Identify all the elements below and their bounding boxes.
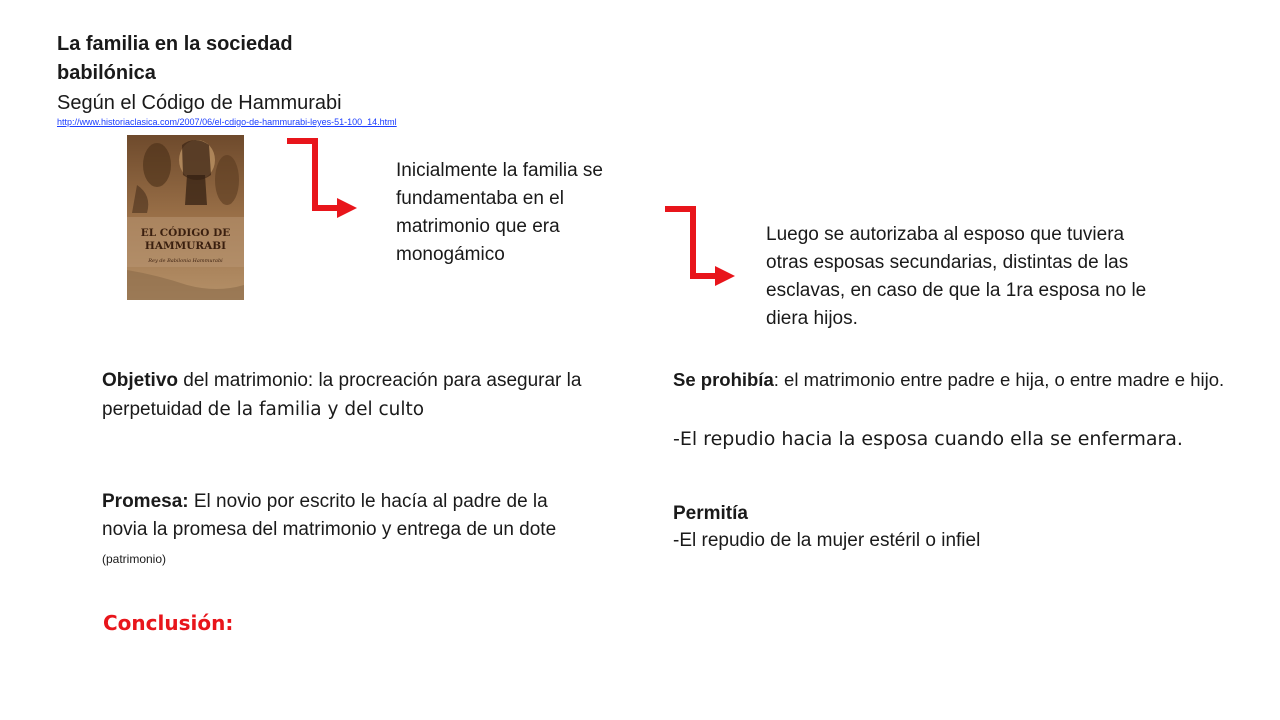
permitia-text: -El repudio de la mujer estéril o infiel — [673, 530, 981, 551]
book-title-line2: HAMMURABI — [144, 240, 227, 252]
objetivo-paragraph — [102, 366, 632, 424]
page-title: La familia en la sociedad babilónica — [57, 33, 293, 84]
book-subtitle: Rey de Babilonia Hammurabi — [148, 258, 223, 264]
book-cover-image — [127, 135, 244, 300]
promesa-text: El novio por escrito le hacía al padre de la novia la promesa del matrimonio y entrega de un dote — [102, 491, 557, 540]
promesa-note: (patrimonio) — [102, 552, 167, 566]
page-subtitle: Según el Código de Hammurabi — [57, 92, 342, 114]
conclusion-heading: Conclusión: — [103, 611, 234, 635]
source-link[interactable]: http://www.historiaclasica.com/2007/06/el-cdigo-de-hammurabi-leyes-51-100_14.html — [57, 117, 397, 127]
arrow-right-down-icon — [285, 138, 365, 218]
promesa-paragraph — [102, 488, 572, 573]
arrow-right-down-icon — [663, 206, 743, 286]
promesa-label: Promesa: — [102, 491, 189, 512]
prohibia-text: : el matrimonio entre padre e hija, o entre madre e hijo. — [773, 369, 1225, 390]
objetivo-text: del matrimonio: la procreación para asegurar la perpetuidad — [102, 370, 582, 420]
prohibia-label: Se prohibía — [673, 369, 774, 390]
objetivo-label: Objetivo — [102, 370, 179, 391]
objetivo-text-end: de la familia y del culto — [207, 399, 425, 420]
permitia-label: Permitía — [673, 503, 748, 524]
prohibia-paragraph — [673, 366, 1263, 394]
prohibia-repudio: -El repudio hacia la esposa cuando ella se enfermara. — [673, 428, 1183, 450]
flow-step-2: Luego se autorizaba al esposo que tuviera otras esposas secundarias, distintas de las esclavas, en caso de que la 1ra esposa no le diera hijos. — [766, 224, 1147, 329]
flow-step-1: Inicialmente la familia se fundamentaba en el matrimonio que era monogámico — [396, 160, 603, 265]
book-title-line1: EL CÓDIGO DE — [140, 227, 231, 239]
